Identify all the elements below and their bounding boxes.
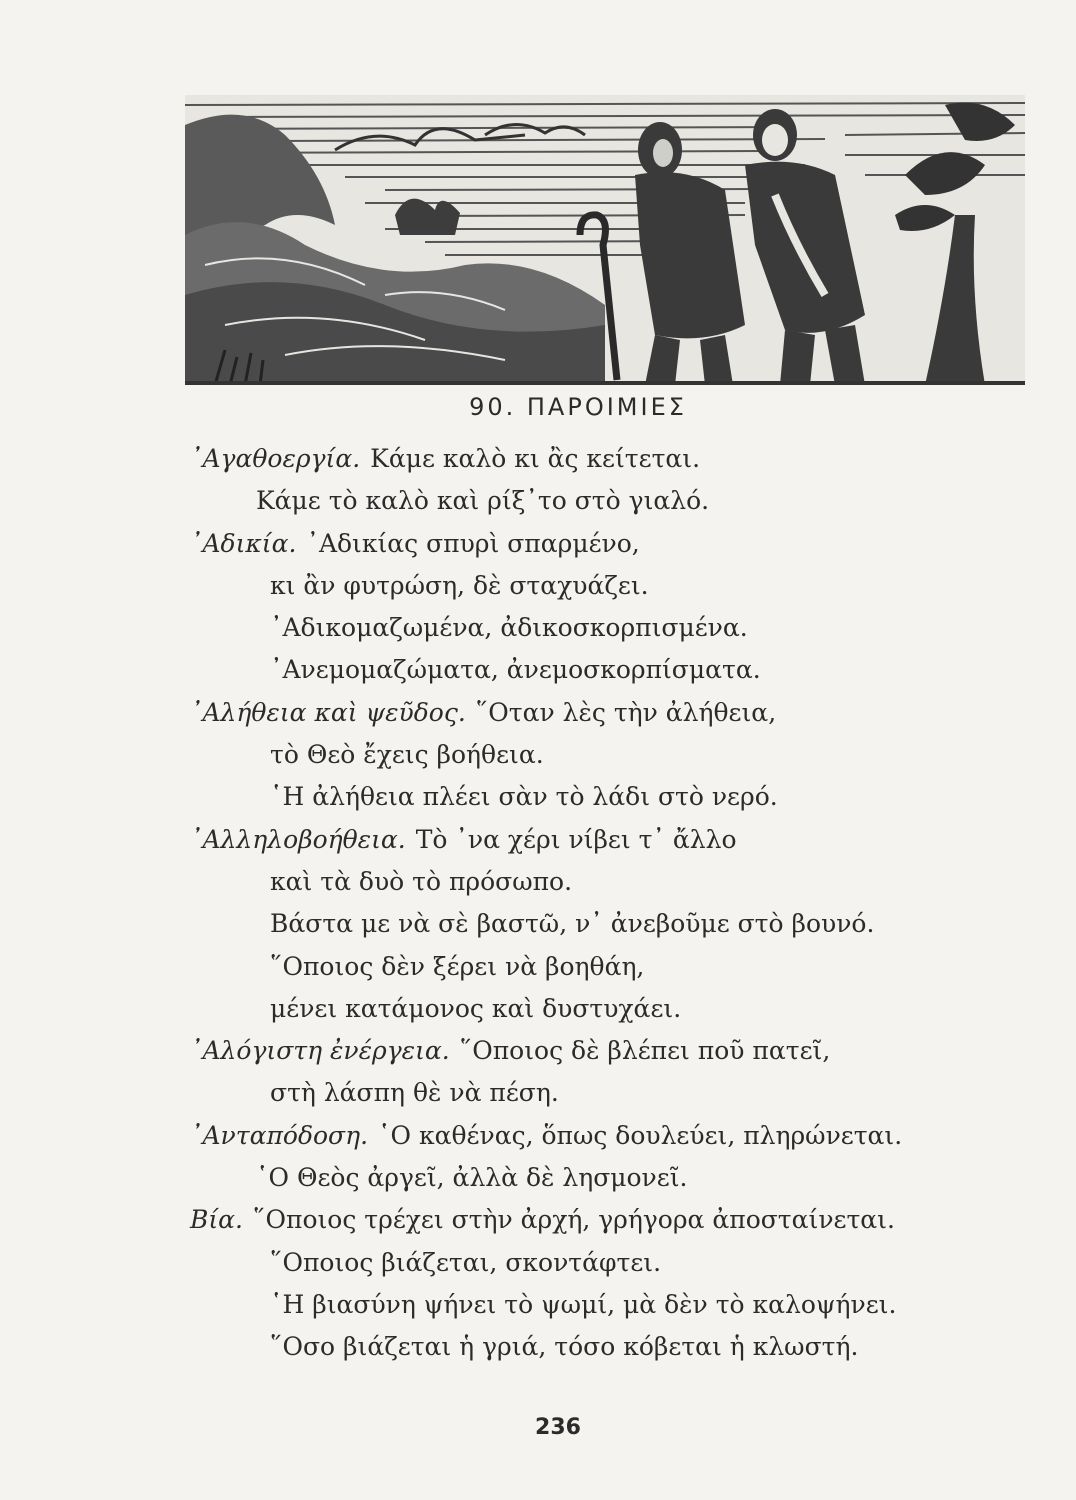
proverb-text: ᾿Αδικομαζωμένα, ἀδικοσκορπισμένα. [270,613,748,643]
proverb-line [190,480,1050,522]
proverb-heading: Βία. [190,1205,244,1235]
proverb-text: τὸ Θεὸ ἔχεις βοήθεια. [270,740,544,770]
proverb-text: ῾Ο Θεὸς ἀργεῖ, ἀλλὰ δὲ λησμονεῖ. [256,1163,688,1193]
proverb-line [190,861,1050,903]
proverb-line [190,692,1050,734]
proverb-text: ῾Ο καθένας, ὅπως δουλεύει, πληρώνεται. [378,1120,903,1150]
proverb-line [190,523,1050,565]
page-number: 236 [535,1415,581,1440]
proverb-text: ῞Οταν λὲς τὴν ἀλήθεια, [475,697,777,727]
proverb-text: ῾Η βιασύνη ψήνει τὸ ψωμί, μὰ δὲν τὸ καλοψήνει. [270,1289,897,1319]
proverb-line [190,1115,1050,1157]
proverb-text: ᾿Ανεμομαζώματα, ἀνεμοσκορπίσματα. [270,655,761,685]
proverb-line [190,734,1050,776]
proverb-heading: ᾿Αλήθεια καὶ ψεῦδος. [190,697,466,727]
proverb-heading: ᾿Αλόγιστη ἐνέργεια. [190,1036,450,1066]
proverb-text: στὴ λάσπη θὲ νὰ πέση. [270,1078,559,1108]
proverb-line [190,1199,1050,1241]
woodcut-illustration [185,95,1025,385]
woodcut-two-men-with-cane-landscape-icon [185,95,1025,385]
proverb-text: ῞Οποιος βιάζεται, σκοντάφτει. [270,1247,662,1277]
proverb-text: καὶ τὰ δυὸ τὸ πρόσωπο. [270,866,573,896]
proverb-text: ῞Οποιος δὲν ξέρει νὰ βοηθάη, [270,951,645,981]
proverb-text: Βάστα με νὰ σὲ βαστῶ, ν᾿ ἀνεβοῦμε στὸ βουνό. [270,909,875,939]
proverb-text: Τὸ ᾿να χέρι νίβει τ᾿ ἄλλο [415,824,737,854]
proverb-line [190,1326,1050,1368]
proverb-heading: ᾿Αγαθοεργία. [190,444,361,473]
proverb-line [190,776,1050,818]
proverb-text: Κάμε καλὸ κι ἂς κείτεται. [370,444,701,473]
proverb-line [190,819,1050,861]
proverb-text: ῞Οσο βιάζεται ἡ γριά, τόσο κόβεται ἡ κλωστή. [270,1332,859,1362]
proverb-line [190,649,1050,691]
proverb-text: ῾Η ἀλήθεια πλέει σὰν τὸ λάδι στὸ νερό. [270,782,778,812]
proverb-text: κι ἂν φυτρώση, δὲ σταχυάζει. [270,570,649,600]
proverb-line [190,1242,1050,1284]
proverb-heading: ᾿Αδικία. [190,528,297,558]
proverb-line [190,1072,1050,1114]
proverb-line [190,607,1050,649]
proverb-line [190,946,1050,988]
proverb-line [190,903,1050,945]
proverb-line [190,1157,1050,1199]
proverb-text: Κάμε τὸ καλὸ καὶ ρίξ᾿το στὸ γιαλό. [256,486,710,516]
proverb-line [190,1030,1050,1072]
proverbs-list [190,438,1050,1369]
proverb-heading: ᾿Αλληλοβοήθεια. [190,824,406,854]
proverb-text: ῞Οποιος δὲ βλέπει ποῦ πατεῖ, [459,1036,831,1066]
proverb-line [190,565,1050,607]
proverb-text: ᾿Αδικίας σπυρὶ σπαρμένο, [306,528,640,558]
proverb-text: ῞Οποιος τρέχει στὴν ἀρχή, γρήγορα ἀποσταίνεται. [253,1205,895,1235]
page-title: 90. ΠΑΡΟΙΜΙΕΣ [469,393,687,421]
proverb-line [190,1284,1050,1326]
proverb-line [190,438,1050,480]
proverb-line [190,988,1050,1030]
proverb-heading: ᾿Ανταπόδοση. [190,1120,369,1150]
proverb-text: μένει κατάμονος καὶ δυστυχάει. [270,993,682,1023]
